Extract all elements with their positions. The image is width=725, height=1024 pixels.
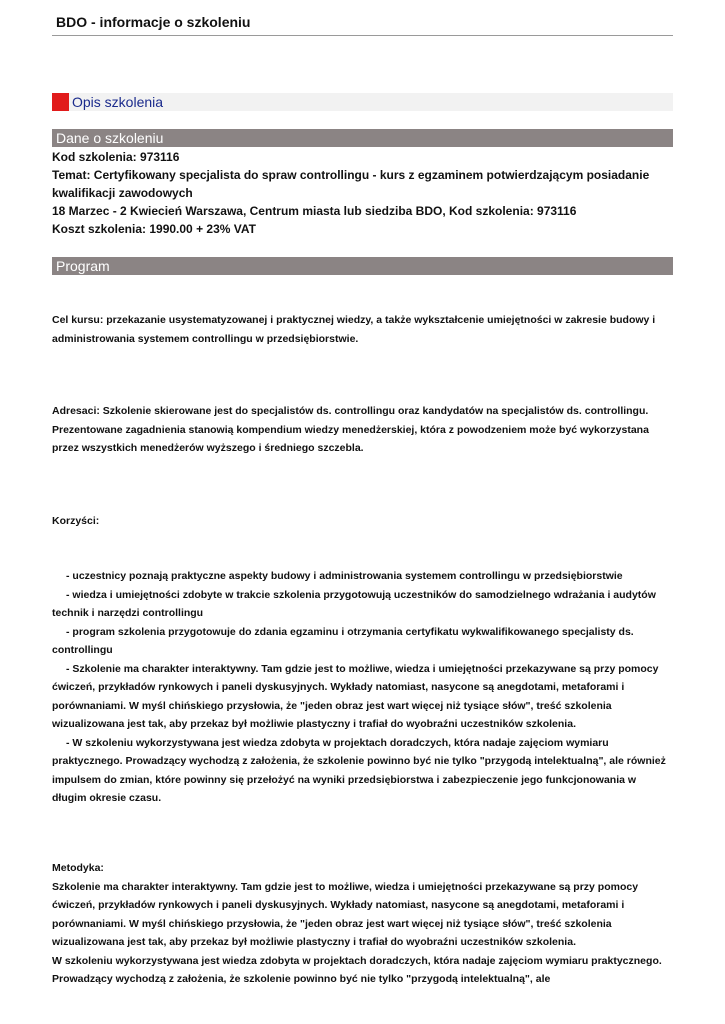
dane-heading: Dane o szkoleniu bbox=[56, 130, 164, 146]
methodology-label: Metodyka: bbox=[52, 862, 104, 874]
course-goal-text: Cel kursu: przekazanie usystematyzowanej i praktycznej wiedzy, a także wykształcenie umiejętności w zakresie budowy i administrowania systemem controllingu w przedsiębiorstwie. bbox=[52, 314, 656, 345]
list-item: - program szkolenia przygotowuje do zdania egzaminu i otrzymania certyfikatu wykwalifikowanego specjalisty ds. controllingu bbox=[52, 625, 634, 656]
dane-section-bar bbox=[52, 129, 673, 147]
red-square-icon bbox=[52, 93, 69, 111]
course-audience-text: Adresaci: Szkolenie skierowane jest do specjalistów ds. controllingu oraz kandydatów na specjalistów ds. controllingu. Prezentowane zagadnienia stanowią kompendium wiedzy menedżerskiej, która z powodzeniem może być wykorzystana przez wszystkich menedżerów wyższego i średniego szczebla. bbox=[52, 405, 649, 454]
opis-heading: Opis szkolenia bbox=[72, 94, 164, 110]
course-goal bbox=[52, 311, 673, 348]
course-audience bbox=[52, 402, 673, 458]
course-code: Kod szkolenia: 973116 bbox=[52, 150, 180, 164]
list-item: - W szkoleniu wykorzystywana jest wiedza zdobyta w projektach doradczych, która nadaje zajęciom wymiaru praktycznego. Prowadzący wychodzą z założenia, że szkolenie powinno być nie tylko "przygodą intelektualną", ale również impulsem do zmian, które powinny się przełożyć na wyniki przedsiębiorstwa i zabezpieczenie jego funkcjonowania w długim okresie czasu. bbox=[52, 736, 666, 804]
course-cost: Koszt szkolenia: 1990.00 + 23% VAT bbox=[52, 222, 256, 236]
program-heading: Program bbox=[56, 258, 110, 274]
benefits-label-text: Korzyści: bbox=[52, 515, 100, 527]
list-item: - Szkolenie ma charakter interaktywny. Tam gdzie jest to możliwe, wiedza i umiejętności przekazywane są przy pomocy ćwiczeń, przykładów rynkowych i paneli dyskusyjnych. Wykłady natomiast, nasycone są anegdotami, metaforami i porównaniami. W myśl chińskiego przysłowia, że "jeden obraz jest wart więcej niż tysiące słów", treść szkolenia wizualizowana jest tak, aby przekaz był możliwie plastyczny i trafiał do wyobraźni uczestników szkolenia. bbox=[52, 662, 659, 730]
program-section-bar bbox=[52, 257, 673, 275]
title-divider bbox=[52, 35, 673, 36]
methodology-paragraph: W szkoleniu wykorzystywana jest wiedza zdobyta w projektach doradczych, która nadaje zajęciom wymiaru praktycznego. Prowadzący wychodzą z założenia, że szkolenie powinno być nie tylko "przygodą intelektualną", ale bbox=[52, 954, 662, 985]
methodology bbox=[52, 859, 673, 989]
list-item: - uczestnicy poznają praktyczne aspekty budowy i administrowania systemem controllingu w przedsiębiorstwie bbox=[66, 570, 623, 582]
list-item: - wiedza i umiejętności zdobyte w trakcie szkolenia przygotowują uczestników do samodzielnego wdrażania i audytów technik i narzędzi controllingu bbox=[52, 588, 656, 619]
methodology-paragraph: Szkolenie ma charakter interaktywny. Tam gdzie jest to możliwe, wiedza i umiejętności przekazywane są przy pomocy ćwiczeń, przykładów rynkowych i paneli dyskusyjnych. Wykłady natomiast, nasycone są anegdotami, metaforami i porównaniami. W myśl chińskiego przysłowia, że "jeden obraz jest wart więcej niż tysiące słów", treść szkolenia wizualizowana jest tak, aby przekaz był możliwie plastyczny i trafiał do wyobraźni uczestników szkolenia. bbox=[52, 880, 639, 948]
course-date-location: 18 Marzec - 2 Kwiecień Warszawa, Centrum miasta lub siedziba BDO, Kod szkolenia: 973116 bbox=[52, 204, 577, 218]
course-topic: Temat: Certyfikowany specjalista do spraw controllingu - kurs z egzaminem potwierdzającym posiadanie kwalifikacji zawodowych bbox=[52, 168, 650, 200]
benefits-label bbox=[52, 512, 673, 531]
benefits-list bbox=[52, 567, 673, 808]
page-title: BDO - informacje o szkoleniu bbox=[56, 14, 251, 30]
